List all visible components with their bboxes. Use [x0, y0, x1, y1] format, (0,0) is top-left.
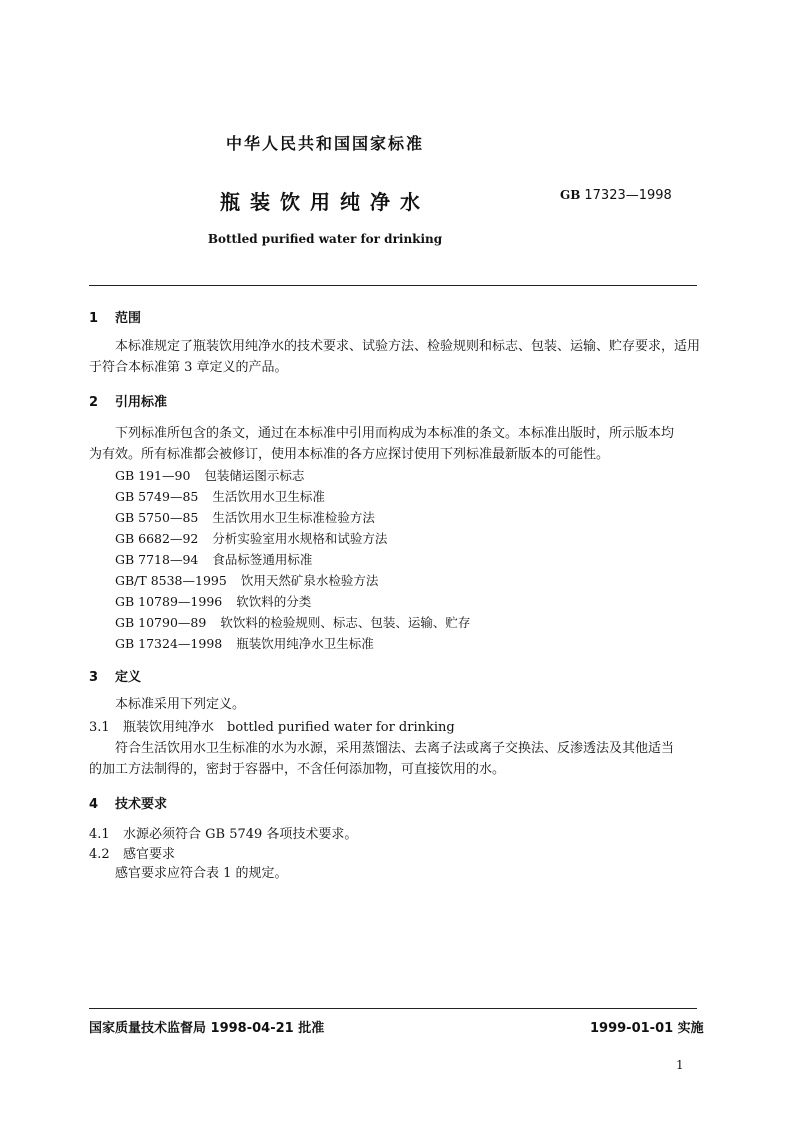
reference-code: GB 5750—85	[115, 510, 199, 525]
section-4-heading	[89, 793, 167, 812]
definition-text-line: 的加工方法制得的，密封于容器中，不含任何添加物，可直接饮用的水。	[89, 762, 506, 777]
effective-date: 1999-01-01 实施	[590, 1021, 704, 1036]
section-title: 技术要求	[115, 797, 168, 812]
subsection-number: 4.1	[89, 827, 110, 842]
reference-title: 包装储运图示标志	[204, 468, 305, 483]
reference-item	[115, 571, 378, 589]
reference-code: GB 10789—1996	[115, 594, 223, 609]
definition-text-line: 符合生活饮用水卫生标准的水为水源，采用蒸馏法、去离子法或离子交换法、反渗透法及其他适当	[115, 741, 675, 756]
reference-item	[115, 634, 374, 652]
section-2-heading	[89, 391, 167, 410]
subsection-text: 感官要求	[123, 847, 176, 862]
section-2-text-line: 下列标准所包含的条文，通过在本标准中引用而构成为本标准的条文。本标准出版时，所示版本均	[115, 426, 675, 441]
reference-code: GB 7718—94	[115, 552, 199, 567]
standard-number	[560, 188, 672, 203]
reference-code: GB 191—90	[115, 468, 191, 483]
approval-info: 国家质量技术监督局 1998-04-21 批准	[89, 1021, 325, 1036]
reference-title: 瓶装饮用纯净水卫生标准	[236, 636, 374, 651]
reference-title: 饮用天然矿泉水检验方法	[240, 573, 379, 588]
reference-code: GB 5749—85	[115, 489, 199, 504]
section-number: 3	[89, 670, 99, 685]
document-title: 瓶装饮用纯净水	[220, 190, 430, 214]
reference-title: 软饮料的分类	[236, 594, 312, 609]
section-title: 范围	[115, 311, 142, 326]
subsection-text: 水源必须符合 GB 5749 各项技术要求。	[123, 827, 358, 842]
section-number: 1	[89, 311, 99, 326]
subsection-3-1	[89, 716, 455, 735]
page-number: 1	[676, 1058, 684, 1072]
reference-title: 生活饮用水卫生标准	[212, 489, 325, 504]
section-1-heading	[89, 307, 141, 326]
reference-code: GB 6682—92	[115, 531, 199, 546]
subsection-4-2-body: 感官要求应符合表 1 的规定。	[115, 866, 288, 881]
section-title: 定义	[115, 670, 142, 685]
subsection-4-2	[89, 843, 175, 862]
reference-code: GB 10790—89	[115, 615, 207, 630]
reference-code: GB 17324—1998	[115, 636, 223, 651]
reference-item	[115, 487, 325, 505]
subsection-4-1	[89, 823, 357, 842]
english-title: Bottled purified water for drinking	[207, 232, 443, 246]
section-3-intro: 本标准采用下列定义。	[115, 697, 246, 712]
section-number: 2	[89, 395, 99, 410]
standard-code: 17323—1998	[584, 188, 672, 203]
section-title: 引用标准	[115, 395, 168, 410]
reference-title: 食品标签通用标准	[212, 552, 313, 567]
section-1-text-line: 于符合本标准第 3 章定义的产品。	[89, 360, 288, 375]
reference-item	[115, 550, 312, 568]
subsection-number: 4.2	[89, 847, 110, 862]
reference-title: 分析实验室用水规格和试验方法	[212, 531, 388, 546]
reference-title: 生活饮用水卫生标准检验方法	[212, 510, 375, 525]
top-divider	[89, 285, 697, 286]
section-number: 4	[89, 797, 99, 812]
reference-item	[115, 613, 470, 631]
reference-item	[115, 508, 375, 526]
section-2-text-line: 为有效。所有标准都会被修订，使用本标准的各方应探讨使用下列标准最新版本的可能性。	[89, 447, 610, 462]
section-1-text-line: 本标准规定了瓶装饮用纯净水的技术要求、试验方法、检验规则和标志、包装、运输、贮存要求，适用	[115, 339, 701, 354]
defined-term: 瓶装饮用纯净水 bottled purified water for drinking	[123, 720, 455, 735]
national-standard-heading: 中华人民共和国国家标准	[225, 134, 424, 153]
reference-item	[115, 592, 311, 610]
section-3-heading	[89, 666, 141, 685]
reference-title: 软饮料的检验规则、标志、包装、运输、贮存	[220, 615, 471, 630]
reference-item	[115, 466, 304, 484]
reference-item	[115, 529, 387, 547]
standard-prefix: GB	[560, 188, 581, 202]
reference-code: GB/T 8538—1995	[115, 573, 227, 588]
bottom-divider	[89, 1008, 697, 1009]
subsection-number: 3.1	[89, 720, 110, 735]
